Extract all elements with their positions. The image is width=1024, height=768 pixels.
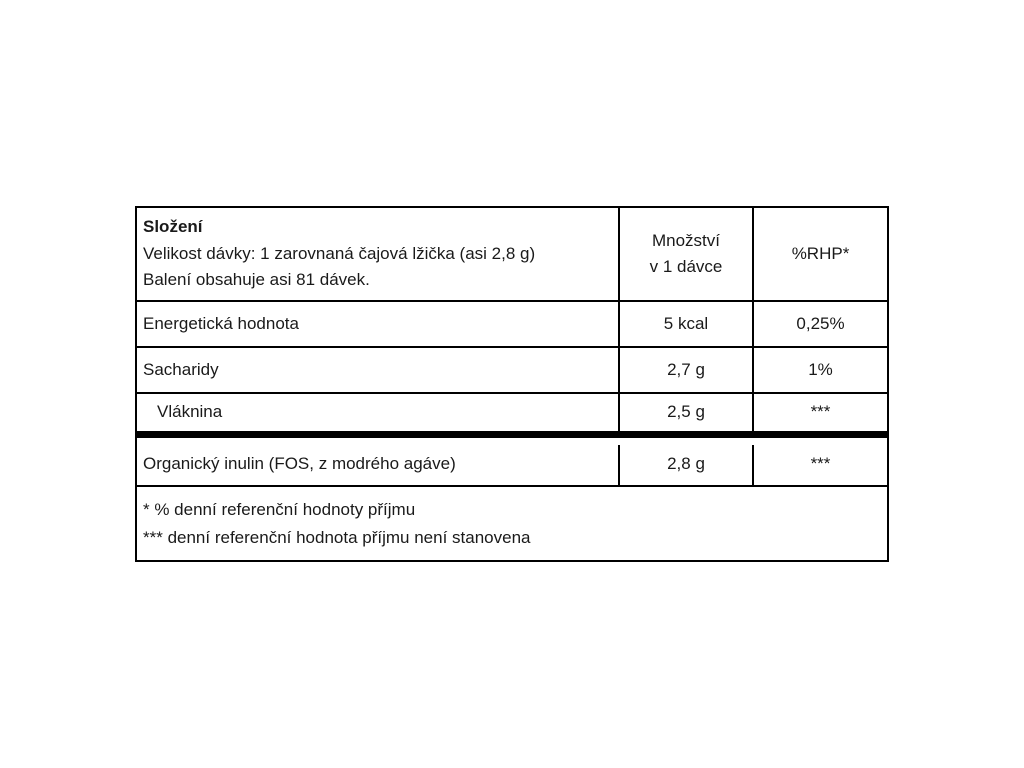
row-rhp: 1% <box>808 359 833 379</box>
row-amount: 2,5 g <box>620 394 754 431</box>
row-name: Energetická hodnota <box>137 302 620 346</box>
amount-header-cell <box>620 208 754 300</box>
table-row <box>137 394 887 438</box>
row-amount: 5 kcal <box>620 302 754 346</box>
table-row <box>137 445 887 487</box>
footnotes <box>137 487 887 560</box>
package-servings-text: Balení obsahuje asi 81 dávek. <box>143 270 370 290</box>
table-header-row <box>137 208 887 302</box>
row-rhp: 0,25% <box>796 313 845 333</box>
footnote-rhp: * % denní referenční hodnoty příjmu <box>143 500 416 520</box>
row-rhp: *** <box>810 402 831 422</box>
row-name: Vláknina <box>137 394 620 431</box>
row-amount: 2,8 g <box>620 445 754 485</box>
rhp-header-cell <box>754 208 887 300</box>
table-row <box>137 302 887 348</box>
amount-header-line1: Množství <box>651 230 721 250</box>
serving-size-text: Velikost dávky: 1 zarovnaná čajová lžička (asi 2,8 g) <box>143 243 536 263</box>
composition-header-cell <box>137 208 620 300</box>
row-amount: 2,7 g <box>620 348 754 392</box>
row-rhp: *** <box>810 454 831 473</box>
table-row <box>137 348 887 394</box>
rhp-header-label: %RHP* <box>791 243 850 263</box>
row-name: Organický inulin (FOS, z modrého agáve) <box>137 445 620 485</box>
composition-title: Složení <box>143 217 203 237</box>
nutrition-table <box>135 206 889 562</box>
footnote-not-established: *** denní referenční hodnota příjmu není stanovena <box>143 527 531 547</box>
amount-header-line2: v 1 dávce <box>649 257 723 276</box>
row-name: Sacharidy <box>137 348 620 392</box>
